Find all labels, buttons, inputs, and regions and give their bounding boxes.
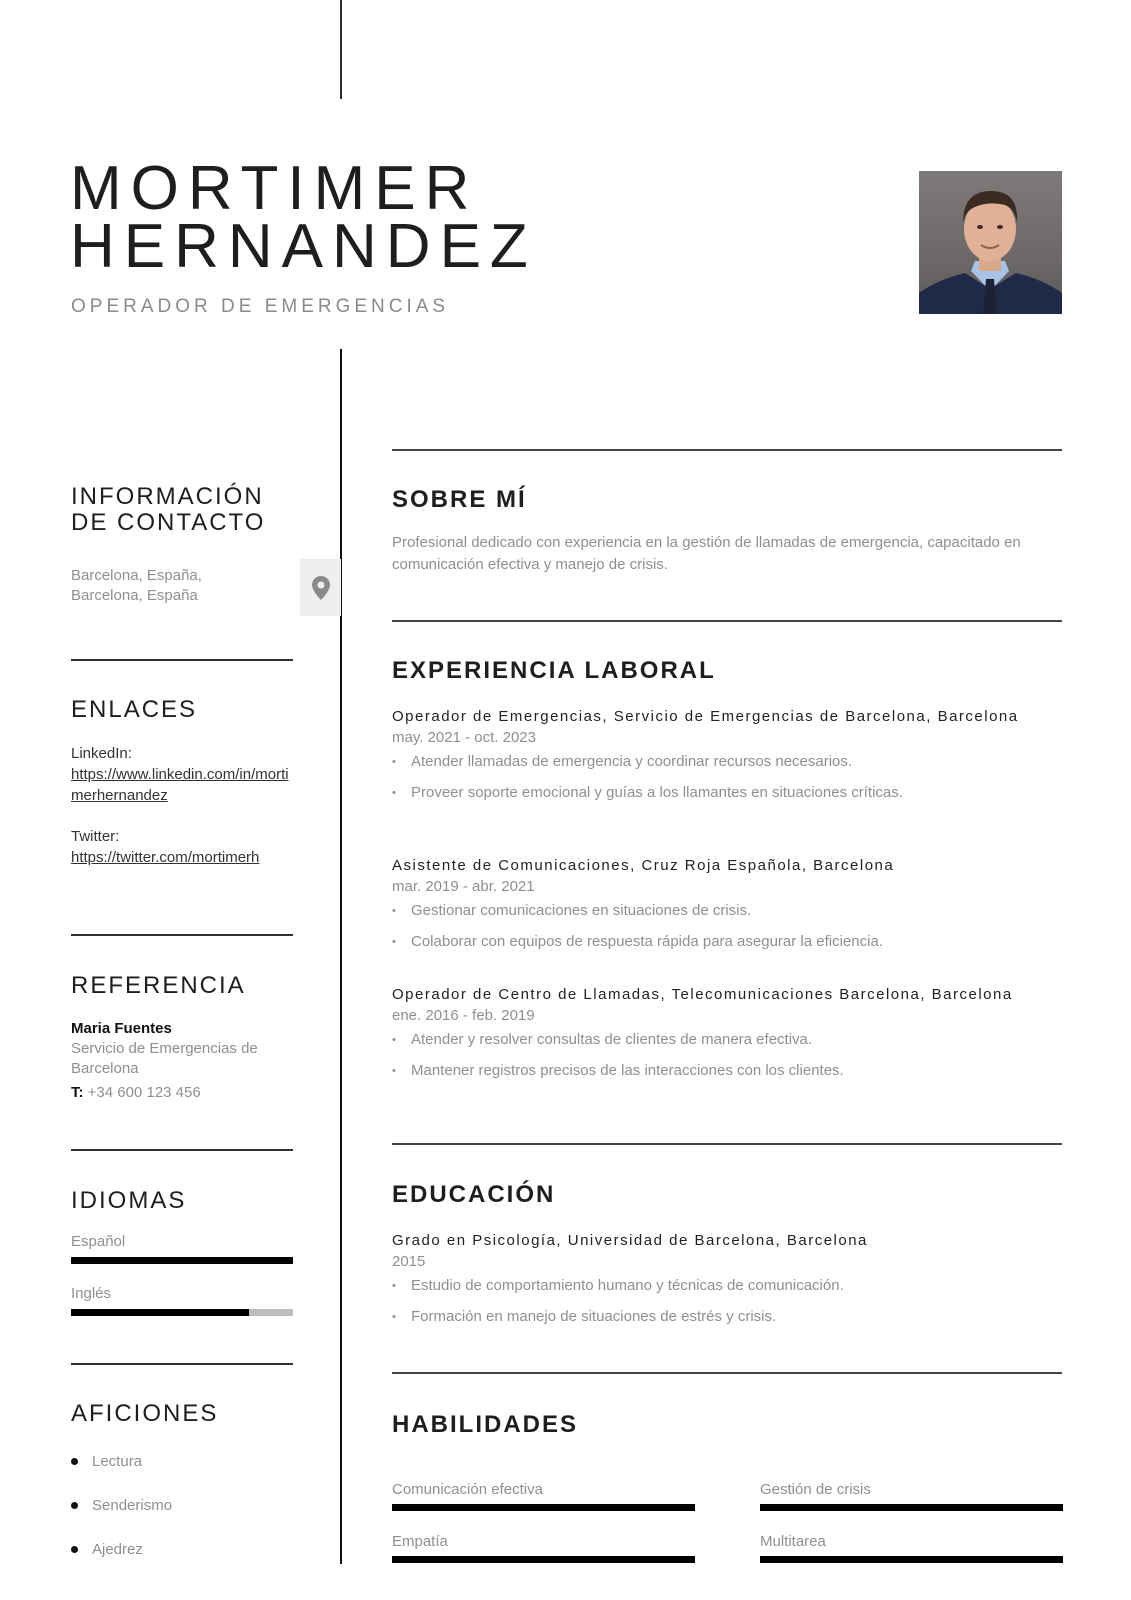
map-pin-icon — [312, 576, 330, 600]
twitter-link[interactable]: https://twitter.com/mortimerh — [71, 849, 260, 866]
experience-heading: EXPERIENCIA LABORAL — [392, 657, 716, 684]
skill-level-bar — [392, 1504, 695, 1511]
education-bullet: • Formación en manejo de situaciones de estrés y crisis. — [392, 1307, 1032, 1327]
hobbies-section — [71, 1401, 293, 1571]
experience-dates: may. 2021 - oct. 2023 — [392, 729, 536, 746]
language-item: Inglés — [71, 1284, 293, 1316]
experience-bullet: • Colaborar con equipos de respuesta rápida para asegurar la eficiencia. — [392, 932, 1032, 952]
language-level-bar — [71, 1257, 293, 1264]
skill-level-bar — [760, 1556, 1063, 1563]
reference-section — [71, 973, 293, 1101]
reference-heading: REFERENCIA — [71, 972, 246, 999]
hobbies-heading: AFICIONES — [71, 1400, 219, 1427]
bullet-icon — [71, 1502, 78, 1509]
location-icon-box — [300, 559, 341, 616]
education-dates: 2015 — [392, 1253, 426, 1270]
language-item: Español — [71, 1232, 293, 1264]
languages-heading: IDIOMAS — [71, 1187, 187, 1214]
education-heading: EDUCACIÓN — [392, 1181, 556, 1208]
experience-bullet: • Mantener registros precisos de las interacciones con los clientes. — [392, 1061, 1032, 1081]
about-text: Profesional dedicado con experiencia en la gestión de llamadas de emergencia, capacitado en comunicación efectiva y manejo de crisis. — [392, 534, 1021, 573]
experience-item — [392, 985, 1032, 1092]
reference-phone: T: +34 600 123 456 — [71, 1084, 201, 1101]
education-title: Grado en Psicología, Universidad de Barcelona, Barcelona — [392, 1232, 868, 1249]
candidate-name — [70, 154, 537, 281]
skill-level-bar — [392, 1556, 695, 1563]
hobby-item: Senderismo — [71, 1483, 293, 1527]
first-name: MORTIMER — [70, 154, 479, 223]
reference-organization: Servicio de Emergencias de Barcelona — [71, 1040, 258, 1077]
experience-bullet: • Gestionar comunicaciones en situaciones de crisis. — [392, 901, 1032, 921]
skill-item: Multitarea — [760, 1532, 1063, 1563]
sidebar-divider — [71, 934, 293, 936]
reference-name: Maria Fuentes — [71, 1020, 172, 1037]
language-level-bar — [71, 1309, 293, 1316]
education-item — [392, 1231, 1032, 1338]
skill-item: Empatía — [392, 1532, 695, 1563]
experience-title: Operador de Emergencias, Servicio de Emergencias de Barcelona, Barcelona — [392, 708, 1019, 725]
last-name: HERNANDEZ — [70, 212, 537, 281]
section-divider — [392, 1372, 1062, 1374]
experience-title: Asistente de Comunicaciones, Cruz Roja Española, Barcelona — [392, 857, 895, 874]
hobby-item: Lectura — [71, 1439, 293, 1483]
section-divider — [392, 620, 1062, 622]
experience-bullet: • Proveer soporte emocional y guías a los llamantes en situaciones críticas. — [392, 783, 1032, 803]
hobby-item: Ajedrez — [71, 1527, 293, 1571]
experience-dates: mar. 2019 - abr. 2021 — [392, 878, 535, 895]
skill-item: Gestión de crisis — [760, 1480, 1063, 1511]
linkedin-link[interactable]: https://www.linkedin.com/in/mortimerhernandez — [71, 766, 289, 804]
skills-heading: HABILIDADES — [392, 1411, 579, 1438]
column-divider-line — [340, 349, 342, 1564]
sidebar-divider — [71, 659, 293, 661]
skill-item: Comunicación efectiva — [392, 1480, 695, 1511]
contact-heading: INFORMACIÓN DE CONTACTO — [71, 483, 266, 536]
section-divider — [392, 449, 1062, 451]
bullet-icon — [71, 1458, 78, 1465]
experience-bullet: • Atender llamadas de emergencia y coordinar recursos necesarios. — [392, 752, 1032, 772]
links-heading: ENLACES — [71, 696, 198, 723]
top-divider-line — [340, 0, 342, 99]
experience-dates: ene. 2016 - feb. 2019 — [392, 1007, 535, 1024]
link-linkedin: LinkedIn: https://www.linkedin.com/in/mortimerhernandez — [71, 745, 289, 804]
about-heading: SOBRE MÍ — [392, 486, 527, 513]
contact-section — [71, 484, 293, 606]
experience-title: Operador de Centro de Llamadas, Telecomunicaciones Barcelona, Barcelona — [392, 986, 1013, 1003]
links-section — [71, 697, 293, 868]
sidebar-divider — [71, 1149, 293, 1151]
languages-section — [71, 1188, 293, 1316]
skill-level-bar — [760, 1504, 1063, 1511]
person-portrait-icon — [919, 171, 1062, 314]
experience-item — [392, 707, 1032, 814]
sidebar-divider — [71, 1363, 293, 1365]
section-divider — [392, 1143, 1062, 1145]
contact-address: Barcelona, España, Barcelona, España — [71, 567, 202, 604]
link-twitter: Twitter: https://twitter.com/mortimerh — [71, 828, 260, 866]
education-bullet: • Estudio de comportamiento humano y técnicas de comunicación. — [392, 1276, 1032, 1296]
experience-bullet: • Atender y resolver consultas de clientes de manera efectiva. — [392, 1030, 1032, 1050]
job-title: OPERADOR DE EMERGENCIAS — [71, 296, 450, 317]
experience-item — [392, 856, 1032, 963]
bullet-icon — [71, 1546, 78, 1553]
profile-photo — [919, 171, 1062, 314]
